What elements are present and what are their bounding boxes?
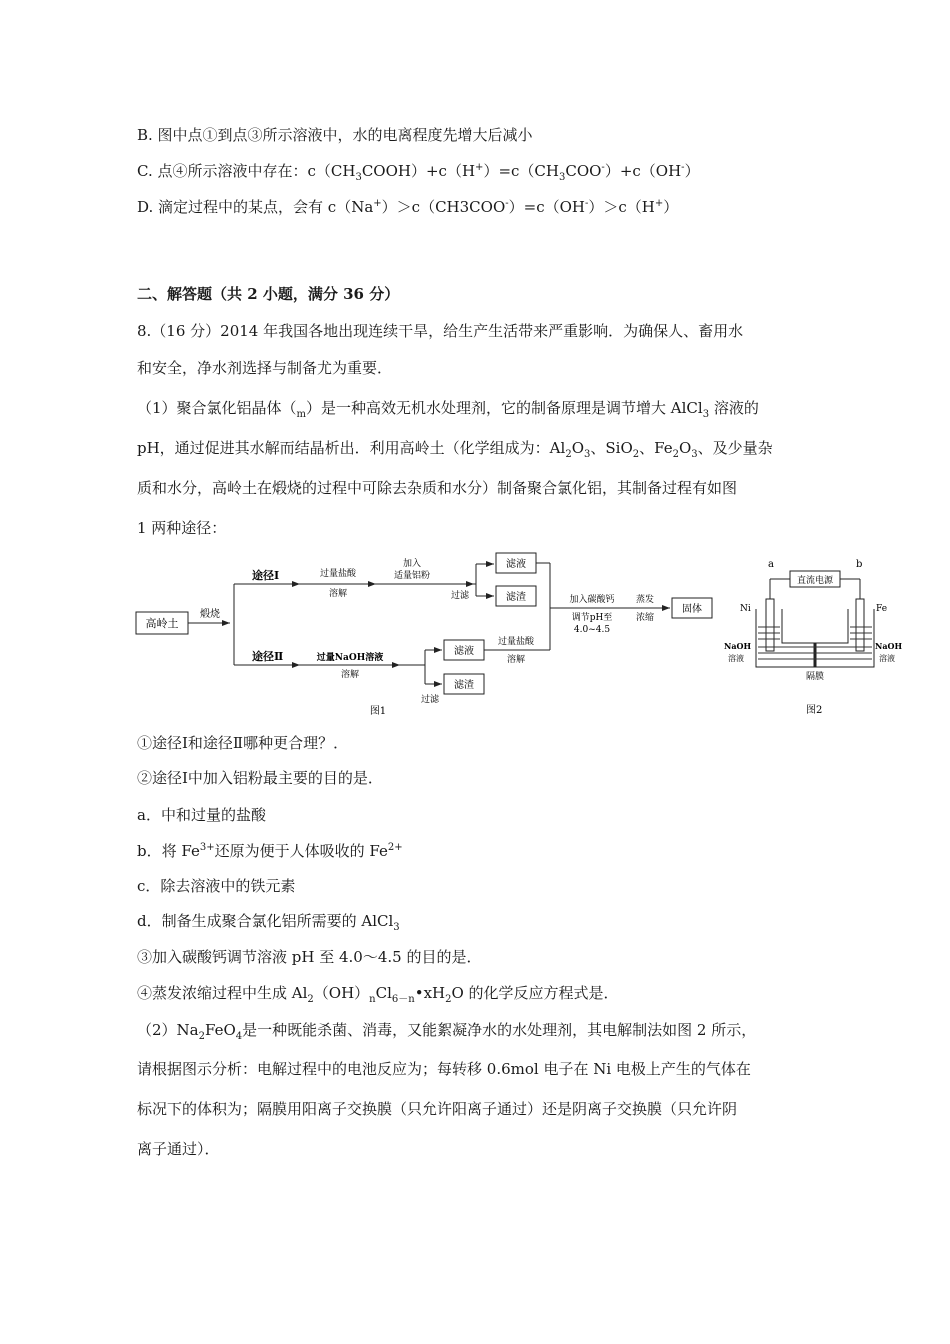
figure-1-flowchart [130, 550, 735, 720]
flow-route-1: 途径Ⅰ [252, 569, 280, 582]
flow-adjust-3: 4.0~4.5 [573, 625, 611, 635]
q8-option-b: b．将 $Fe^{3+}$还原为便于人体吸收的 $Fe^{2+}$ [137, 842, 403, 860]
flow-calcine: 煅烧 [200, 609, 220, 620]
flow-concentrate: 浓缩 [635, 613, 655, 623]
q8-part1-line-2: pH，通过促进其水解而结晶析出．利用高岭土（化学组成为：$Al_2O_3$、SiO$_2$、$Fe_2O_3$、及少量杂 [137, 439, 773, 460]
flow-r1-filtrate: 滤液 [506, 559, 526, 570]
solution-right: 溶液 [879, 654, 895, 663]
option-d: D. 滴定过程中的某点，会有 c（Na+）＞c（CH3COO-）=c（OH-）＞c（H+） [137, 198, 679, 216]
q8-part2-line-2: 请根据图示分析：电解过程中的电池反应为；每转移 0.6mol 电子在 Ni 电极上产生的气体在 [137, 1060, 751, 1078]
q8-option-a: a．中和过量的盐酸 [137, 806, 266, 824]
flow-adjust-1: 加入碳酸钙 [569, 595, 615, 605]
q8-part1-line-4: 1 两种途径： [137, 519, 227, 537]
q8-line-2: 和安全，净水剂选择与制备尤为重要． [137, 359, 393, 377]
dc-power-label: 直流电源 [796, 576, 834, 586]
membrane-label: 隔膜 [805, 672, 825, 682]
q8-part1-line-3: 质和水分，高岭土在煅烧的过程中可除去杂质和水分）制备聚合氯化铝，其制备过程有如图 [137, 479, 738, 497]
flow-r2-acid: 过量盐酸 [497, 637, 535, 647]
naoh-left: NaOH [724, 641, 752, 651]
flow-solid: 固体 [682, 604, 702, 615]
section-title: 二、解答题（共 2 小题，满分 36 分） [137, 285, 400, 303]
option-c: C. 点④所示溶液中存在：$c(CH_3COOH)+c(H^+)=c(CH_3COO^-)+c(OH^-)$ [137, 162, 700, 183]
solution-left: 溶液 [728, 654, 744, 663]
q8-sub-4: ④蒸发浓缩过程中生成 $Al_2(OH)_nCl_{6-n}•xH_2O$ 的化学反应方程式是． [137, 984, 619, 1005]
flow-r1-al-powder: 适量铝粉 [393, 571, 431, 581]
flow-start: 高岭土 [145, 617, 179, 630]
figure-2-caption: 图2 [806, 705, 823, 716]
flow-r2-naoh: 过量NaOH溶液 [316, 653, 384, 663]
flow-route-2: 途径Ⅱ [252, 650, 284, 663]
option-b: B. 图中点①到点③所示溶液中，水的电离程度先增大后减小 [137, 126, 533, 144]
flow-r2-dissolve: 溶解 [340, 670, 360, 680]
q8-part2-line-3: 标况下的体积为；隔膜用阳离子交换膜（只允许阳离子通过）还是阴离子交换膜（只允许阴 [137, 1100, 738, 1118]
q8-part2-line-1: $(2)Na_2FeO_4$是一种既能杀菌、消毒，又能絮凝净水的水处理剂，其电解制法如图 2 所示， [137, 1021, 757, 1042]
flow-r2-residue: 滤渣 [454, 680, 474, 691]
terminal-b: b [856, 559, 863, 570]
flow-r1-add: 加入 [402, 559, 422, 569]
flow-r2-filter: 过滤 [420, 695, 440, 705]
electrode-fe: Fe [876, 604, 888, 614]
flow-r1-dissolve: 溶解 [328, 589, 348, 599]
terminal-a: a [768, 559, 774, 570]
flow-r1-filter: 过滤 [450, 591, 470, 601]
flow-evaporate: 蒸发 [635, 595, 655, 605]
figure-1-caption: 图1 [369, 706, 387, 717]
figure-2-electrolysis-cell [720, 555, 910, 725]
q8-option-d: d．制备生成聚合氯化铝所需要的 AlCl$_3$ [137, 912, 400, 933]
flow-r1-residue: 滤渣 [506, 592, 526, 603]
electrode-ni: Ni [740, 604, 751, 614]
q8-sub-1: ①途径Ⅰ和途径Ⅱ哪种更合理？． [137, 734, 349, 752]
flow-r2-filtrate: 滤液 [454, 646, 474, 657]
q8-part2-line-4: 离子通过）． [137, 1140, 220, 1158]
naoh-right: NaOH [875, 641, 903, 651]
flow-r1-acid: 过量盐酸 [319, 569, 357, 579]
flow-adjust-2: 调节pH至 [571, 613, 613, 623]
q8-sub-2: ②途径Ⅰ中加入铝粉最主要的目的是． [137, 769, 383, 787]
q8-sub-3: ③加入碳酸钙调节溶液 pH 至 4.0～4.5 的目的是． [137, 948, 482, 966]
flow-r2-dissolve-2: 溶解 [506, 655, 526, 665]
q8-part1-line-1: （1）聚合氯化铝晶体$(_m)$是一种高效无机水处理剂，它的制备原理是调节增大 AlCl$_3$ 溶液的 [137, 399, 759, 420]
q8-line-1: 8.（16 分）2014 年我国各地出现连续干旱，给生产生活带来严重影响．为确保人、畜用水 [137, 322, 744, 340]
q8-option-c: c．除去溶液中的铁元素 [137, 877, 296, 895]
